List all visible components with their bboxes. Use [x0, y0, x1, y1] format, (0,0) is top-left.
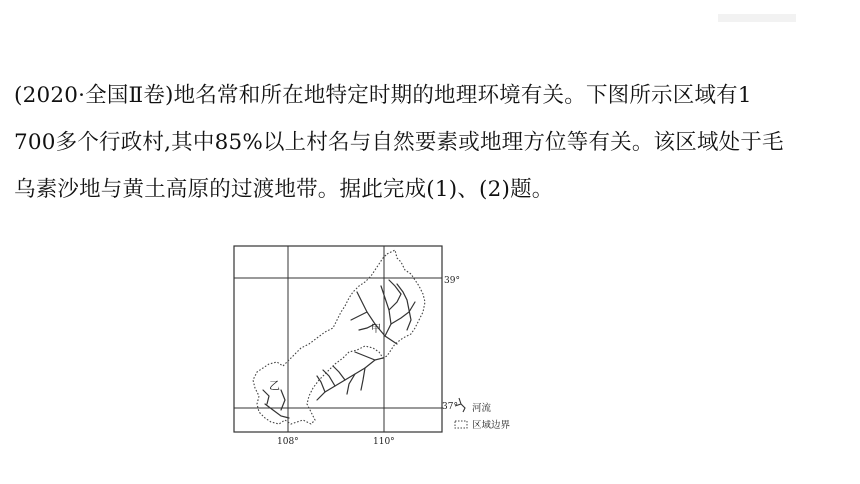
legend-boundary-icon	[455, 421, 467, 428]
question-text	[14, 72, 854, 213]
lat-label-39: 39°	[444, 276, 460, 286]
place-label-yi: 乙	[269, 379, 280, 392]
river-10	[317, 360, 375, 400]
top-decoration	[718, 14, 796, 22]
lat-label-37: 37°	[442, 402, 458, 412]
legend-river-label: 河流	[472, 403, 492, 414]
river-9	[355, 352, 383, 360]
river-4	[351, 312, 367, 320]
river-6	[391, 302, 415, 324]
river-18	[263, 390, 269, 404]
river-17	[281, 390, 285, 410]
question-line-3: 乌素沙地与黄土高原的过渡地带。据此完成(1)、(2)题。	[14, 177, 554, 202]
legend-boundary-label: 区域边界	[472, 420, 511, 431]
region-map	[225, 240, 545, 450]
river-14	[361, 368, 365, 390]
legend	[455, 398, 511, 431]
lon-label-110: 110°	[373, 437, 395, 447]
place-label-jia: 甲	[371, 324, 381, 335]
river-13	[323, 370, 335, 386]
river-16	[265, 404, 289, 418]
river-2	[381, 286, 391, 336]
question-line-1: (2020·全国Ⅱ卷)地名常和所在地特定时期的地理环境有关。下图所示区域有1	[14, 83, 752, 108]
region-boundary	[253, 250, 425, 424]
river-5	[389, 294, 401, 310]
lon-label-108: 108°	[277, 437, 299, 447]
question-line-2: 700多个行政村,其中85%以上村名与自然要素或地理方位等有关。该区域处于毛	[14, 130, 784, 155]
region-map-svg	[225, 240, 545, 450]
river-1	[357, 292, 397, 344]
river-12	[333, 366, 345, 380]
